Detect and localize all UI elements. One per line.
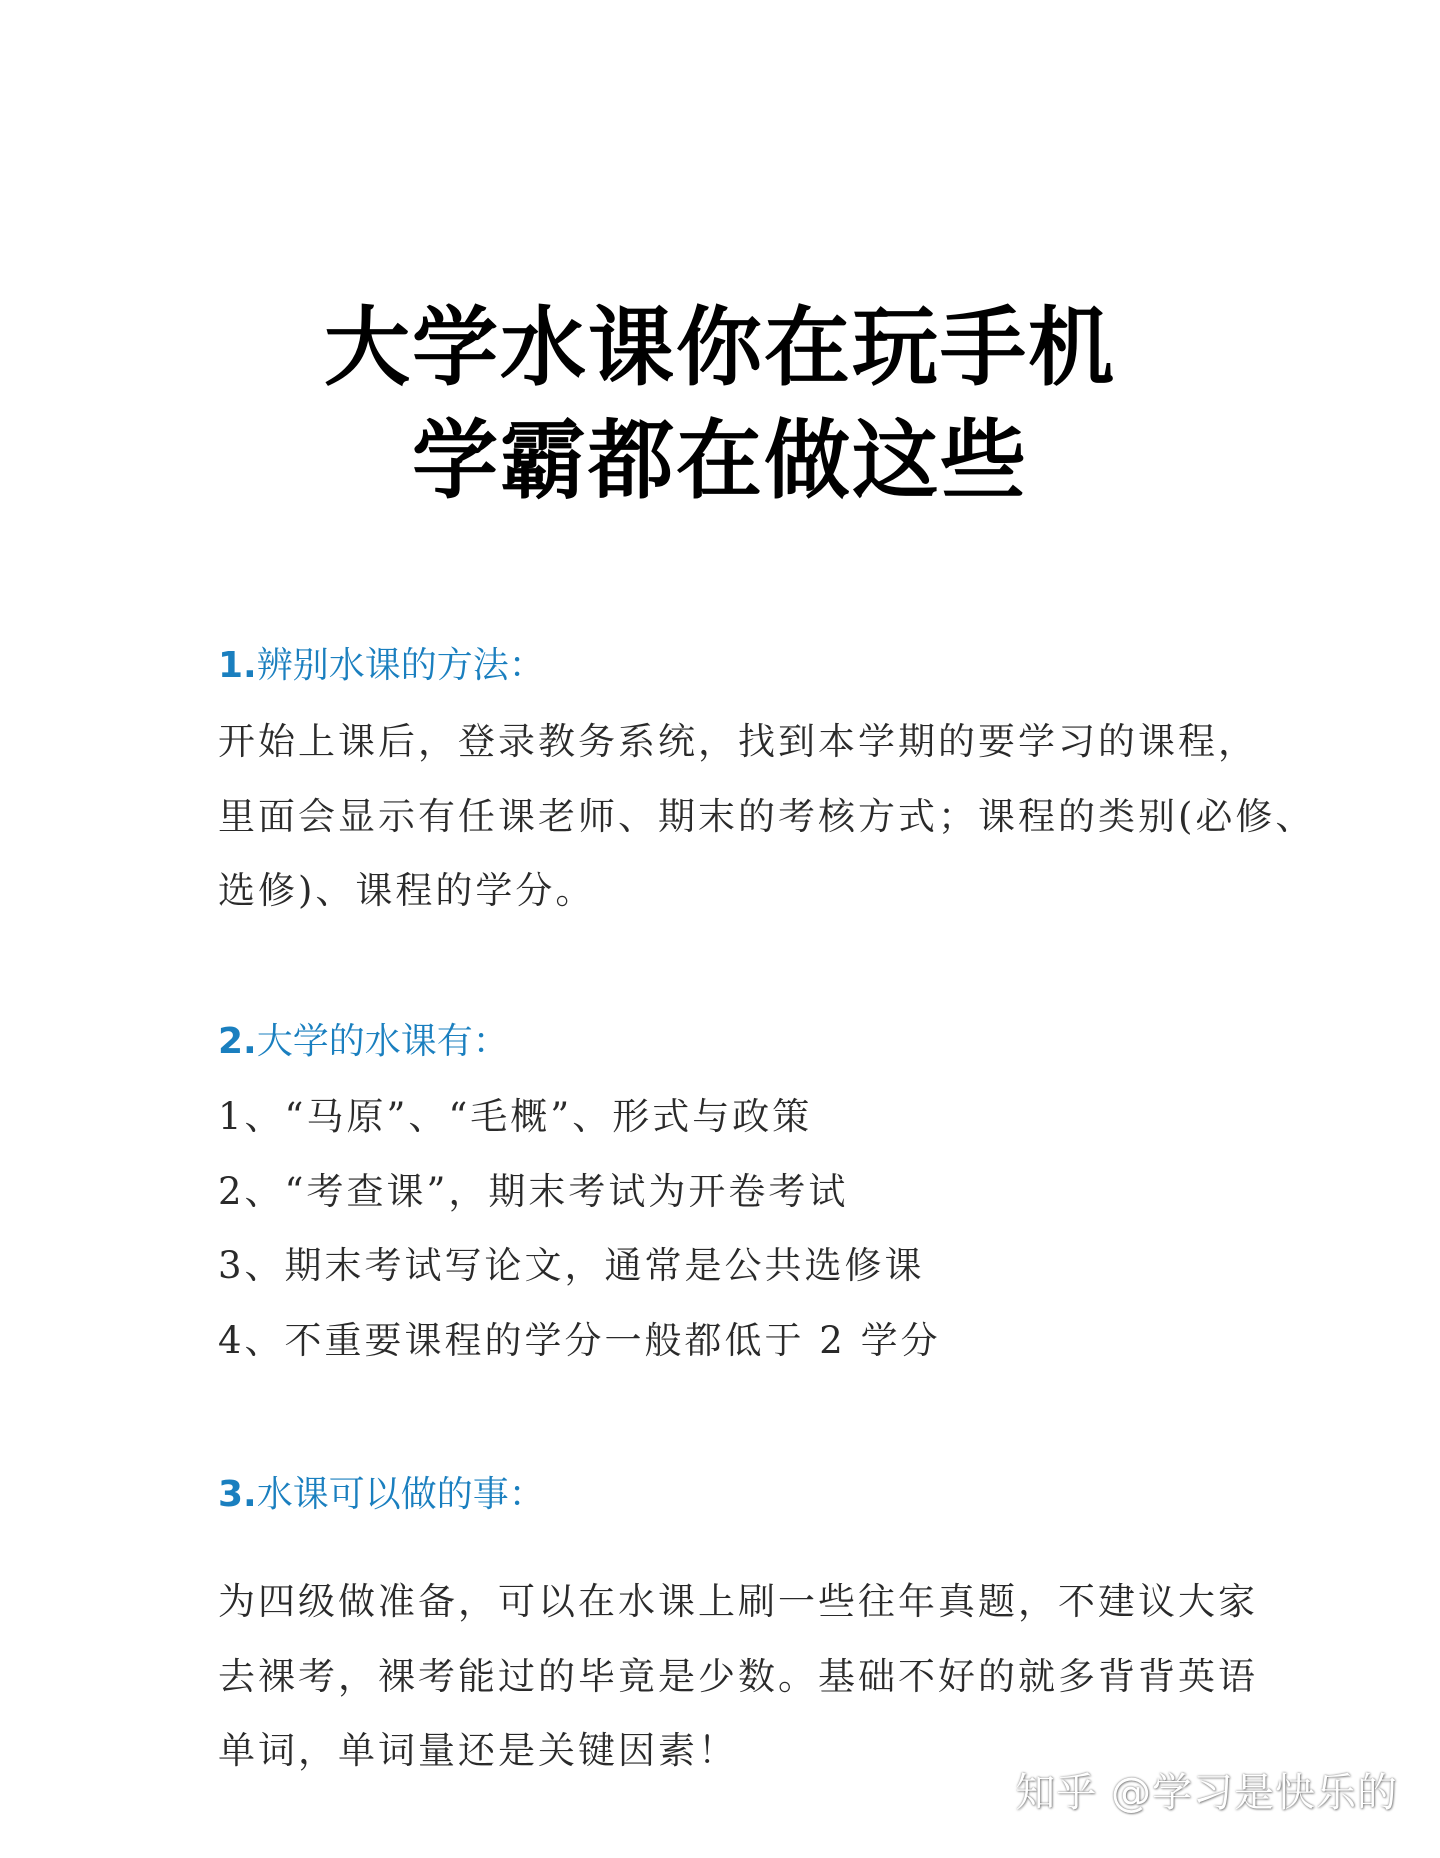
section-3-heading [218,1474,545,1515]
section-2-number: 2. [218,1021,257,1062]
title-line-2: 学霸都在做这些 [412,411,1028,511]
section-1-heading [218,645,545,686]
section-2-line-1: 1、“马原”、“毛概”、形式与政策 [218,1095,813,1138]
section-1-line-1: 开始上课后，登录教务系统，找到本学期的要学习的课程， [218,720,1258,763]
section-3-number: 3. [218,1474,257,1515]
section-1-heading-text: 辨别水课的方法： [256,645,545,686]
section-2-line-2: 2、“考查课”，期末考试为开卷考试 [218,1170,849,1213]
zhihu-watermark: 知乎 @学习是快乐的 [1015,1770,1398,1816]
section-1-line-2: 里面会显示有任课老师、期末的考核方式；课程的类别(必修、 [218,795,1316,838]
title-line-1: 大学水课你在玩手机 [324,298,1116,398]
section-3-line-1: 为四级做准备，可以在水课上刷一些往年真题，不建议大家 [218,1580,1258,1623]
section-3-heading-text: 水课可以做的事： [256,1474,545,1515]
section-2-line-3: 3、期末考试写论文，通常是公共选修课 [218,1244,925,1287]
section-1-number: 1. [218,645,257,686]
section-3-line-3: 单词，单词量还是关键因素！ [218,1729,738,1772]
section-1-line-3: 选修)、课程的学分。 [218,869,596,912]
section-2-line-4: 4、不重要课程的学分一般都低于 2 学分 [218,1319,941,1362]
section-2-heading [218,1021,509,1062]
section-3-line-2: 去裸考，裸考能过的毕竟是少数。基础不好的就多背背英语 [218,1655,1258,1698]
section-2-heading-text: 大学的水课有： [256,1021,509,1062]
